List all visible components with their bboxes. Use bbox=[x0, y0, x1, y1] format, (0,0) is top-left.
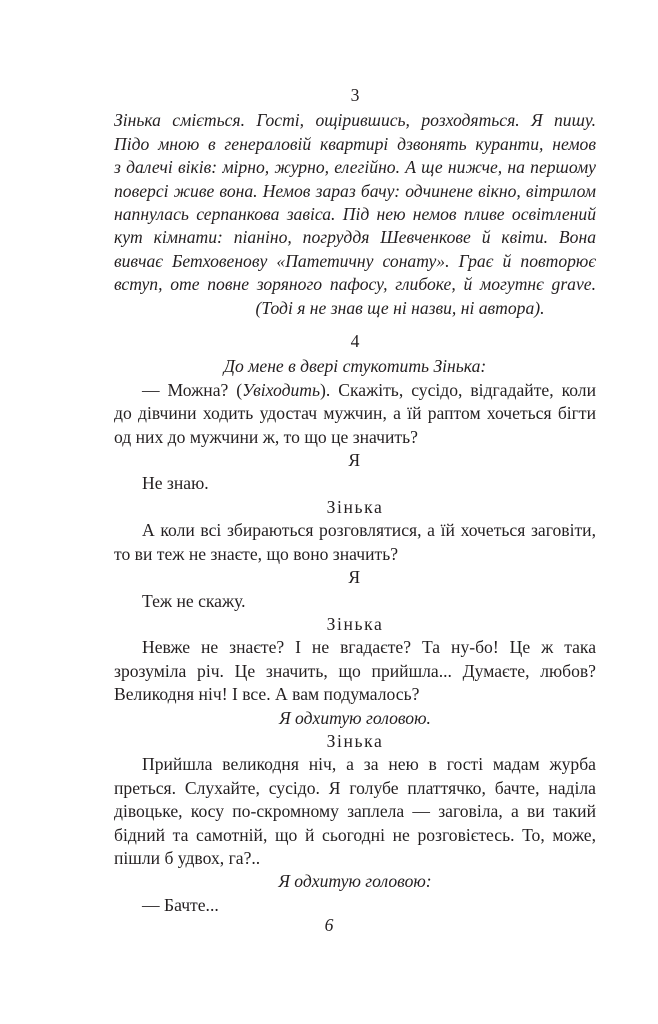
speaker-name: Зінька bbox=[326, 496, 384, 517]
paragraph-line: вивчає Бетховенову «Патетичну сонату». Грає й повторює bbox=[114, 250, 596, 271]
section-3-paragraph bbox=[114, 109, 596, 296]
paragraph-line: Зінька сміється. Гості, ощірившись, розходяться. Я пишу. bbox=[114, 110, 596, 131]
paragraph-line: з далечі віків: мірно, журно, елегійно. А ще нижче, на першому bbox=[114, 157, 596, 178]
dialogue-paragraph: Прийшла великодня ніч, а за нею в гості мадам журба преться. Слухайте, сусідо. Я голубе платтячко, бачте, наділа дівоцьке, косу по-скромному заплела — заговіла, а ви такий бідний та самотній, що й сьогодні не розговієтесь. То, може, пішли б удвох, га?.. bbox=[114, 754, 596, 868]
dialogue-paragraph: Невже не знаєте? І не вгадаєте? Та ну-бо! Це ж така зрозуміла річ. Це значить, що прийшла... Думаєте, любов? Великодня ніч! І все. А вам подумалось? bbox=[114, 637, 596, 705]
speaker-name: Я bbox=[348, 450, 362, 471]
paragraph-line: вступ, оте повне зоряного пафосу, глибоке, й могутнє grave. bbox=[114, 274, 596, 295]
dialogue-text: — Можна? ( bbox=[142, 379, 243, 400]
section-gap bbox=[114, 320, 596, 330]
stage-direction: Я одхитую головою: bbox=[278, 871, 432, 892]
section-3-last-line: (Тоді я не знав ще ні назви, ні автора). bbox=[255, 297, 545, 318]
paragraph-line: напнулась серпанкова завіса. Під нею немов пливе освітлений bbox=[114, 204, 596, 225]
stage-direction: До мене в двері стукотить Зінька: bbox=[223, 356, 487, 377]
dialogue-italic-text: Увіходить bbox=[242, 379, 321, 400]
dialogue-paragraph: Теж не скажу. bbox=[142, 590, 246, 611]
paragraph-line: Підо мною в генераловій квартирі дзвонять куранти, немов bbox=[114, 133, 596, 154]
speaker-name: Я bbox=[348, 567, 362, 588]
dialogue-paragraph bbox=[114, 379, 596, 449]
dialogue-paragraph: — Бачте... bbox=[142, 894, 219, 915]
dialogue-paragraph: А коли всі збираються розговлятися, а їй хочеться заговіти, то ви теж не знаєте, що воно значить? bbox=[114, 520, 596, 564]
speaker-name: Зінька bbox=[326, 613, 384, 634]
speaker-name: Зінька bbox=[326, 730, 384, 751]
section-number-3: 3 bbox=[350, 85, 360, 105]
page-body bbox=[114, 84, 596, 917]
paragraph-line: кут кімнати: піаніно, погруддя Шевченкове й квіти. Вона bbox=[114, 227, 596, 248]
stage-direction: Я одхитую головою. bbox=[279, 707, 431, 728]
paragraph-line: поверсі живе вона. Немов зараз бачу: одчинене вікно, вітрилом bbox=[114, 180, 596, 201]
dialogue-text: ). Скажіть, сусідо, відгадайте, коли до дівчини ходить удостач мужчин, а їй раптом хочеться бігти од них до мужчини ж, то що це значить? bbox=[114, 379, 596, 447]
page-number: 6 bbox=[324, 915, 334, 935]
section-number-4: 4 bbox=[350, 331, 360, 352]
dialogue-paragraph: Не знаю. bbox=[142, 473, 209, 494]
